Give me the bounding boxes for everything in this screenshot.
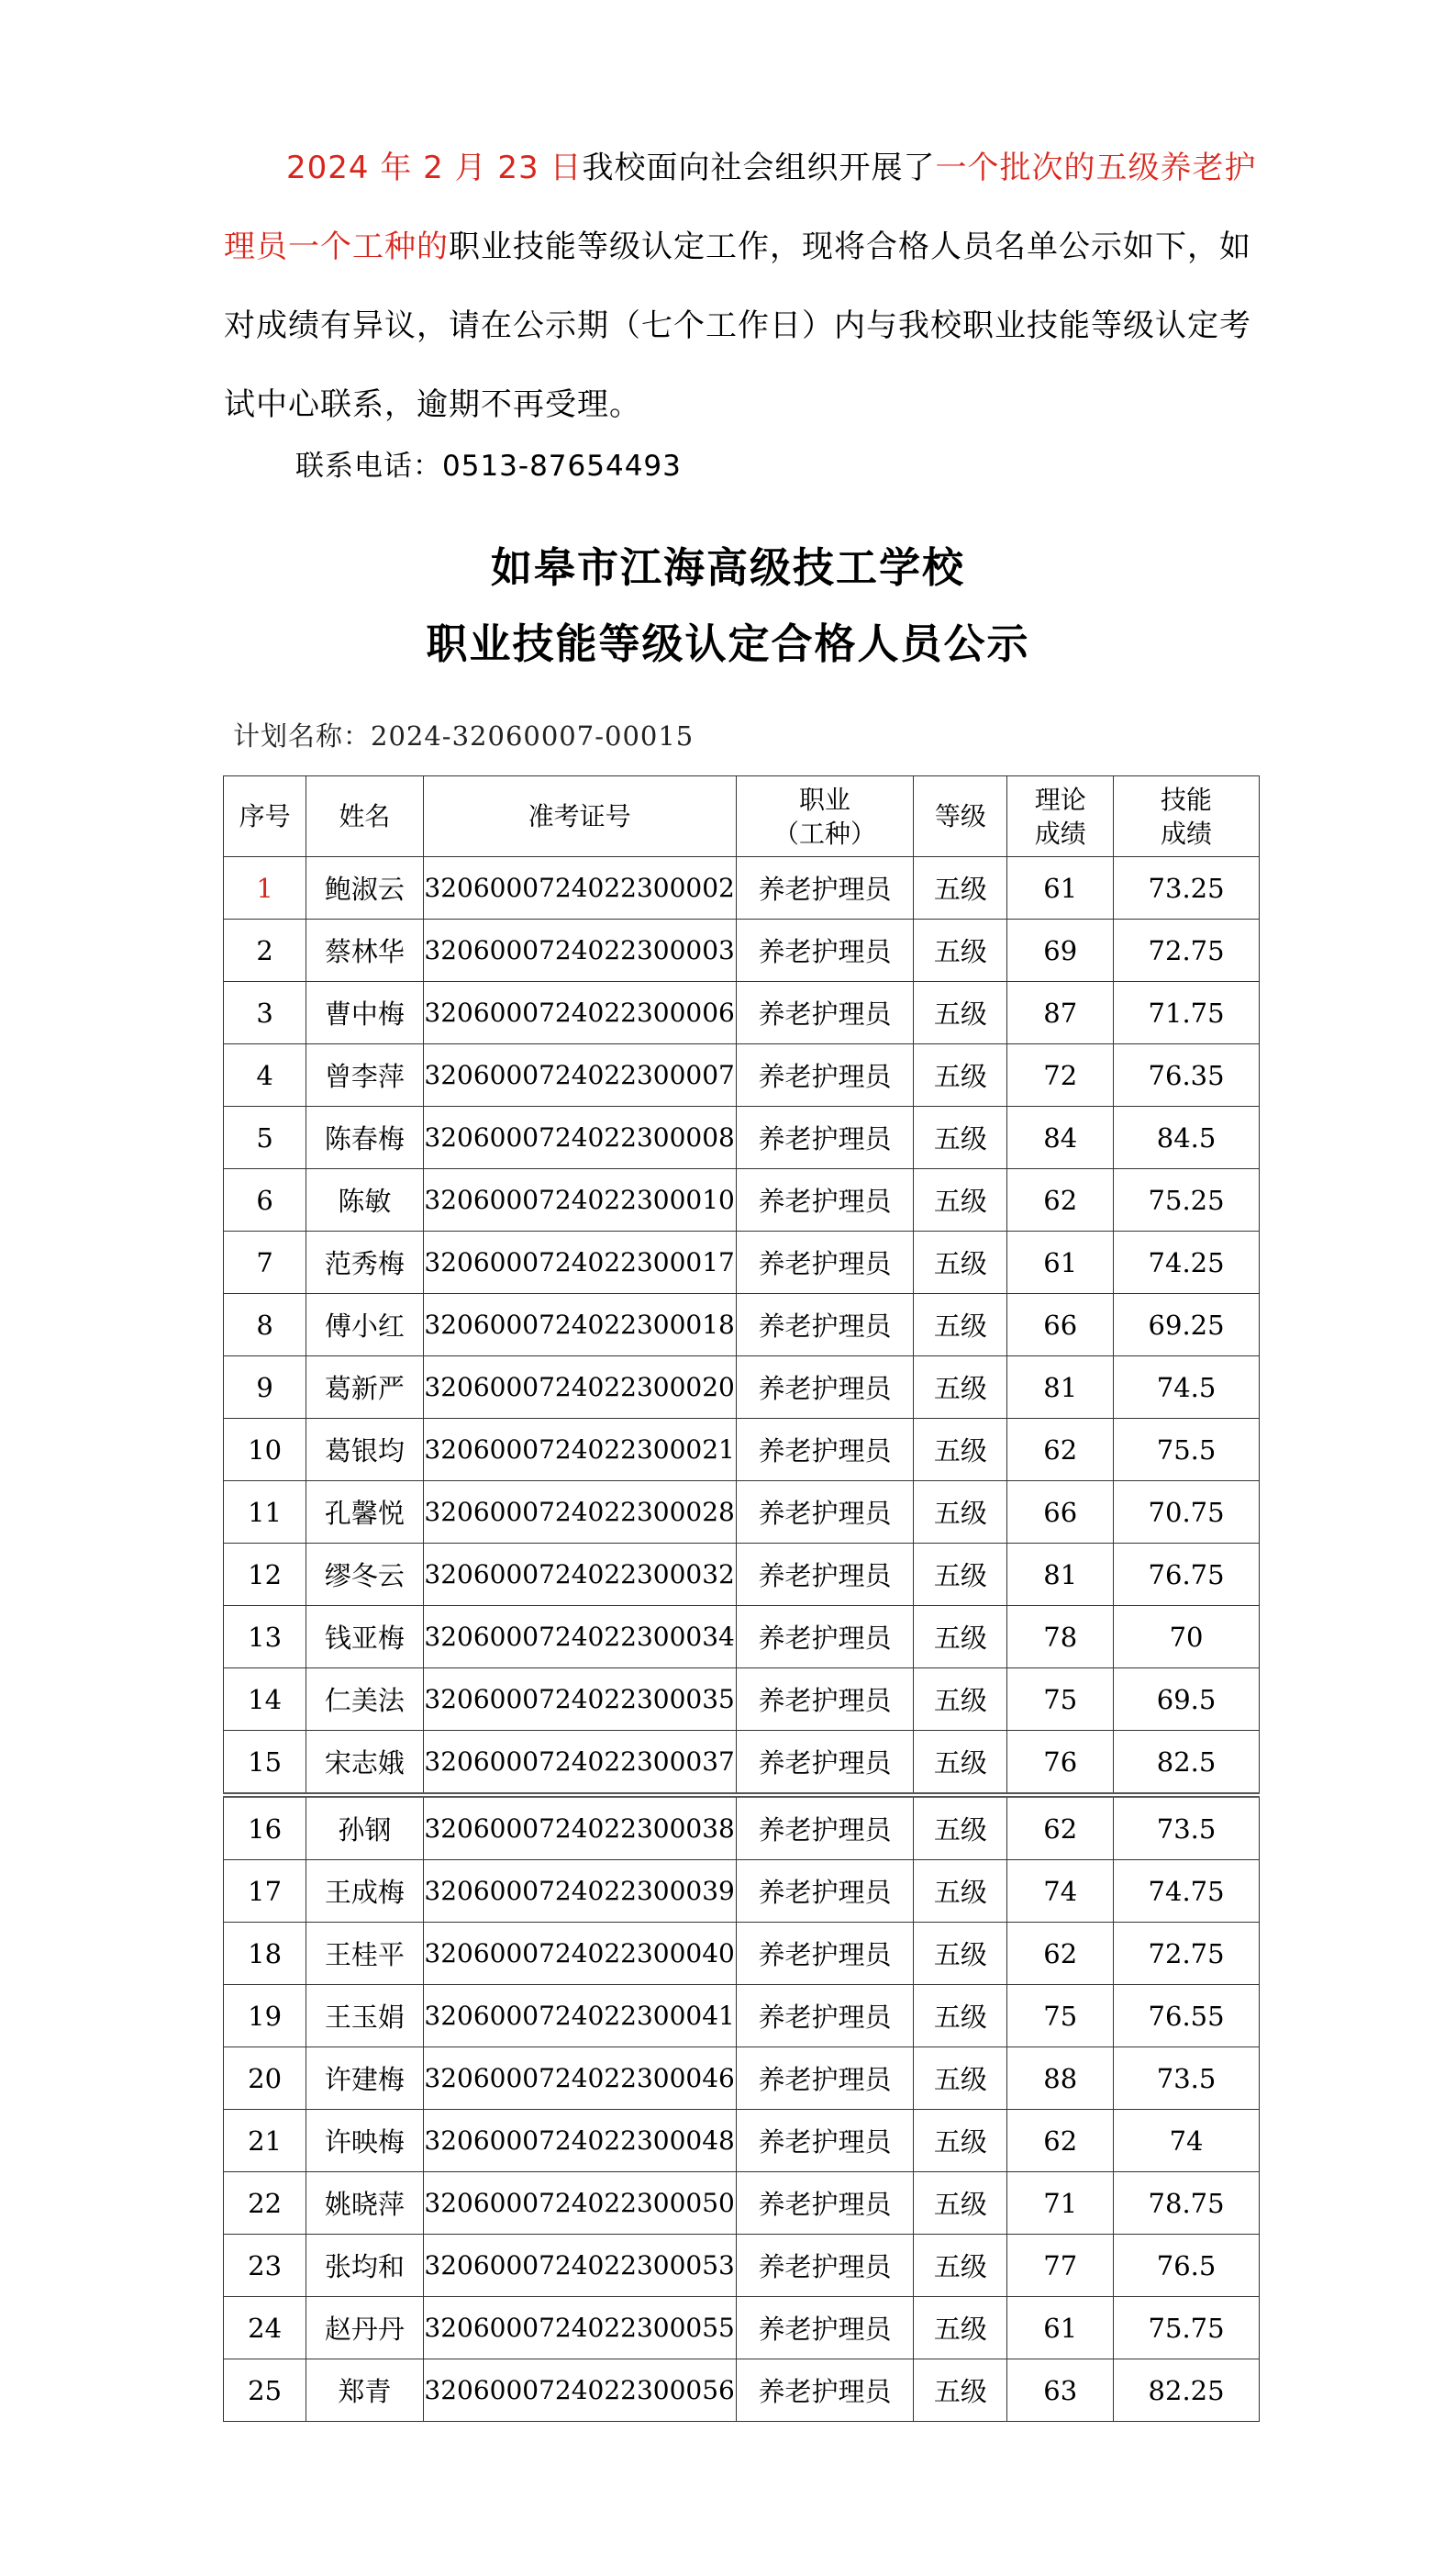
cell-exam-id: 3206000724022300053 [423,2235,736,2297]
cell-exam-id: 3206000724022300035 [423,1668,736,1731]
header-name: 姓名 [306,776,423,857]
cell-name: 赵丹丹 [306,2297,423,2359]
cell-exam-id: 3206000724022300055 [423,2297,736,2359]
cell-name: 曾李萍 [306,1044,423,1107]
cell-job: 养老护理员 [736,1294,914,1356]
cell-level: 五级 [914,1294,1007,1356]
table-row [224,920,1260,982]
table-row [224,1356,1260,1419]
table-header-row [224,776,1260,857]
cell-exam-id: 3206000724022300034 [423,1606,736,1668]
table-row [224,1606,1260,1668]
header-exam-id: 准考证号 [423,776,736,857]
cell-job: 养老护理员 [736,1985,914,2047]
cell-level: 五级 [914,1544,1007,1606]
table-row [224,1544,1260,1606]
cell-theory: 74 [1007,1860,1114,1923]
cell-exam-id: 3206000724022300040 [423,1923,736,1985]
cell-name: 范秀梅 [306,1232,423,1294]
cell-no: 24 [224,2297,306,2359]
cell-job: 养老护理员 [736,1606,914,1668]
cell-name: 许映梅 [306,2110,423,2172]
cell-job: 养老护理员 [736,1923,914,1985]
cell-no: 13 [224,1606,306,1668]
cell-name: 鲍淑云 [306,857,423,920]
cell-skill: 75.5 [1114,1419,1260,1481]
cell-exam-id: 3206000724022300028 [423,1481,736,1544]
notice-text-part1: 我校面向社会组织开展了 [582,150,936,186]
cell-no: 15 [224,1731,306,1796]
cell-level: 五级 [914,2235,1007,2297]
cell-theory: 69 [1007,920,1114,982]
cell-level: 五级 [914,1860,1007,1923]
cell-theory: 66 [1007,1294,1114,1356]
cell-no: 25 [224,2359,306,2422]
cell-skill: 74.5 [1114,1356,1260,1419]
cell-job: 养老护理员 [736,1356,914,1419]
cell-job: 养老护理员 [736,2235,914,2297]
cell-no: 8 [224,1294,306,1356]
cell-theory: 87 [1007,982,1114,1044]
cell-theory: 88 [1007,2047,1114,2110]
cell-theory: 75 [1007,1668,1114,1731]
cell-name: 王成梅 [306,1860,423,1923]
cell-exam-id: 3206000724022300038 [423,1795,736,1860]
cell-skill: 73.5 [1114,1795,1260,1860]
cell-skill: 72.75 [1114,920,1260,982]
notice-paragraph [224,128,1261,444]
cell-level: 五级 [914,1107,1007,1169]
cell-skill: 82.25 [1114,2359,1260,2422]
cell-name: 张均和 [306,2235,423,2297]
cell-no: 7 [224,1232,306,1294]
cell-no: 16 [224,1795,306,1860]
cell-skill: 76.55 [1114,1985,1260,2047]
cell-theory: 62 [1007,1923,1114,1985]
table-body [224,857,1260,2422]
table-row [224,1419,1260,1481]
cell-level: 五级 [914,857,1007,920]
cell-theory: 75 [1007,1985,1114,2047]
cell-job: 养老护理员 [736,1481,914,1544]
cell-level: 五级 [914,1731,1007,1796]
cell-level: 五级 [914,920,1007,982]
table-row [224,1731,1260,1796]
header-no: 序号 [224,776,306,857]
table-row [224,857,1260,920]
cell-exam-id: 3206000724022300010 [423,1169,736,1232]
cell-skill: 73.25 [1114,857,1260,920]
cell-level: 五级 [914,1795,1007,1860]
cell-theory: 78 [1007,1606,1114,1668]
cell-exam-id: 3206000724022300021 [423,1419,736,1481]
table-row [224,1107,1260,1169]
cell-exam-id: 3206000724022300006 [423,982,736,1044]
announcement-title: 职业技能等级认定合格人员公示 [426,619,1030,668]
cell-job: 养老护理员 [736,982,914,1044]
cell-level: 五级 [914,2359,1007,2422]
cell-theory: 66 [1007,1481,1114,1544]
cell-theory: 77 [1007,2235,1114,2297]
cell-job: 养老护理员 [736,1044,914,1107]
cell-theory: 71 [1007,2172,1114,2235]
cell-name: 葛银均 [306,1419,423,1481]
cell-theory: 84 [1007,1107,1114,1169]
cell-no: 14 [224,1668,306,1731]
cell-exam-id: 3206000724022300048 [423,2110,736,2172]
cell-exam-id: 3206000724022300041 [423,1985,736,2047]
cell-no: 4 [224,1044,306,1107]
cell-exam-id: 3206000724022300037 [423,1731,736,1796]
cell-exam-id: 3206000724022300002 [423,857,736,920]
cell-skill: 69.5 [1114,1668,1260,1731]
notice-date: 2024 年 2 月 23 日 [286,150,583,186]
cell-theory: 81 [1007,1544,1114,1606]
cell-name: 许建梅 [306,2047,423,2110]
cell-skill: 72.75 [1114,1923,1260,1985]
cell-skill: 76.75 [1114,1544,1260,1606]
contact-phone: 联系电话：0513-87654493 [295,450,682,483]
cell-theory: 62 [1007,2110,1114,2172]
table-row [224,1294,1260,1356]
cell-no: 5 [224,1107,306,1169]
cell-exam-id: 3206000724022300017 [423,1232,736,1294]
cell-theory: 62 [1007,1419,1114,1481]
cell-no: 3 [224,982,306,1044]
cell-name: 缪冬云 [306,1544,423,1606]
cell-no: 21 [224,2110,306,2172]
cell-name: 宋志娥 [306,1731,423,1796]
cell-job: 养老护理员 [736,2047,914,2110]
cell-level: 五级 [914,2047,1007,2110]
cell-skill: 75.75 [1114,2297,1260,2359]
table-row [224,2297,1260,2359]
table-row [224,1668,1260,1731]
cell-level: 五级 [914,1419,1007,1481]
cell-exam-id: 3206000724022300039 [423,1860,736,1923]
cell-level: 五级 [914,2110,1007,2172]
cell-job: 养老护理员 [736,1860,914,1923]
cell-level: 五级 [914,1985,1007,2047]
table-row [224,2110,1260,2172]
header-job-line1: 职业 [799,784,851,815]
cell-job: 养老护理员 [736,2110,914,2172]
cell-level: 五级 [914,1923,1007,1985]
cell-level: 五级 [914,1232,1007,1294]
cell-no: 20 [224,2047,306,2110]
cell-name: 陈春梅 [306,1107,423,1169]
table-row [224,2047,1260,2110]
cell-theory: 61 [1007,2297,1114,2359]
cell-level: 五级 [914,1044,1007,1107]
cell-level: 五级 [914,1481,1007,1544]
cell-skill: 74 [1114,2110,1260,2172]
cell-no: 6 [224,1169,306,1232]
cell-exam-id: 3206000724022300056 [423,2359,736,2422]
cell-skill: 70 [1114,1606,1260,1668]
cell-job: 养老护理员 [736,857,914,920]
table-row [224,1044,1260,1107]
table-row [224,2172,1260,2235]
cell-skill: 69.25 [1114,1294,1260,1356]
cell-theory: 76 [1007,1731,1114,1796]
notice-text-part2: 职业技能等级认定工作，现将合格人员名单公示如下，如对成绩有异议，请在公示期（七个工作日）内与我校职业技能等级认定考试中心联系，逾期不再受理。 [224,229,1251,423]
table-row [224,1481,1260,1544]
cell-skill: 82.5 [1114,1731,1260,1796]
header-theory-line2: 成绩 [1034,818,1086,849]
cell-theory: 62 [1007,1169,1114,1232]
cell-skill: 78.75 [1114,2172,1260,2235]
notice-batch: 一个批次的五级养老护理员一个工种的 [224,150,1257,265]
cell-exam-id: 3206000724022300007 [423,1044,736,1107]
plan-name: 计划名称：2024-32060007-00015 [233,720,695,752]
cell-job: 养老护理员 [736,1731,914,1796]
cell-skill: 73.5 [1114,2047,1260,2110]
table-row [224,1169,1260,1232]
cell-job: 养老护理员 [736,2359,914,2422]
table-row [224,2359,1260,2422]
cell-level: 五级 [914,2297,1007,2359]
header-skill-line2: 成绩 [1161,818,1213,849]
cell-level: 五级 [914,2172,1007,2235]
header-theory-line1: 理论 [1034,784,1086,815]
cell-skill: 75.25 [1114,1169,1260,1232]
school-title: 如皋市江海高级技工学校 [490,543,965,592]
cell-job: 养老护理员 [736,920,914,982]
cell-job: 养老护理员 [736,2297,914,2359]
table-row [224,1795,1260,1860]
cell-job: 养老护理员 [736,1544,914,1606]
cell-exam-id: 3206000724022300020 [423,1356,736,1419]
table-row [224,982,1260,1044]
cell-job: 养老护理员 [736,1419,914,1481]
cell-skill: 84.5 [1114,1107,1260,1169]
cell-name: 钱亚梅 [306,1606,423,1668]
table-row [224,1232,1260,1294]
table-row [224,1923,1260,1985]
cell-theory: 81 [1007,1356,1114,1419]
cell-skill: 76.35 [1114,1044,1260,1107]
cell-no: 11 [224,1481,306,1544]
cell-skill: 74.25 [1114,1232,1260,1294]
cell-theory: 61 [1007,857,1114,920]
cell-name: 姚晓萍 [306,2172,423,2235]
cell-exam-id: 3206000724022300008 [423,1107,736,1169]
header-level: 等级 [914,776,1007,857]
cell-no: 12 [224,1544,306,1606]
cell-name: 郑青 [306,2359,423,2422]
cell-theory: 63 [1007,2359,1114,2422]
cell-level: 五级 [914,1356,1007,1419]
cell-skill: 70.75 [1114,1481,1260,1544]
cell-name: 孔馨悦 [306,1481,423,1544]
cell-theory: 62 [1007,1795,1114,1860]
cell-theory: 72 [1007,1044,1114,1107]
cell-name: 葛新严 [306,1356,423,1419]
cell-no: 22 [224,2172,306,2235]
cell-job: 养老护理员 [736,1668,914,1731]
header-skill-line1: 技能 [1161,784,1213,815]
qualified-personnel-table [223,775,1260,2422]
cell-job: 养老护理员 [736,2172,914,2235]
cell-level: 五级 [914,1668,1007,1731]
cell-no: 2 [224,920,306,982]
table-row [224,1985,1260,2047]
header-skill [1114,776,1260,857]
cell-name: 王桂平 [306,1923,423,1985]
cell-no: 9 [224,1356,306,1419]
cell-no: 19 [224,1985,306,2047]
cell-name: 傅小红 [306,1294,423,1356]
cell-no: 10 [224,1419,306,1481]
header-theory [1007,776,1114,857]
cell-skill: 74.75 [1114,1860,1260,1923]
cell-no: 17 [224,1860,306,1923]
cell-no: 23 [224,2235,306,2297]
cell-level: 五级 [914,982,1007,1044]
cell-exam-id: 3206000724022300032 [423,1544,736,1606]
cell-job: 养老护理员 [736,1232,914,1294]
cell-name: 陈敏 [306,1169,423,1232]
cell-name: 曹中梅 [306,982,423,1044]
cell-theory: 61 [1007,1232,1114,1294]
cell-job: 养老护理员 [736,1795,914,1860]
cell-exam-id: 3206000724022300046 [423,2047,736,2110]
cell-exam-id: 3206000724022300003 [423,920,736,982]
header-job-line2: （工种） [773,818,877,849]
table-row [224,1860,1260,1923]
cell-level: 五级 [914,1606,1007,1668]
header-job [736,776,914,857]
cell-no: 18 [224,1923,306,1985]
cell-level: 五级 [914,1169,1007,1232]
cell-name: 蔡林华 [306,920,423,982]
cell-name: 王玉娟 [306,1985,423,2047]
cell-name: 孙钢 [306,1795,423,1860]
cell-no: 1 [224,857,306,920]
cell-skill: 76.5 [1114,2235,1260,2297]
cell-exam-id: 3206000724022300018 [423,1294,736,1356]
cell-job: 养老护理员 [736,1169,914,1232]
cell-name: 仁美法 [306,1668,423,1731]
cell-skill: 71.75 [1114,982,1260,1044]
cell-job: 养老护理员 [736,1107,914,1169]
table-row [224,2235,1260,2297]
cell-exam-id: 3206000724022300050 [423,2172,736,2235]
